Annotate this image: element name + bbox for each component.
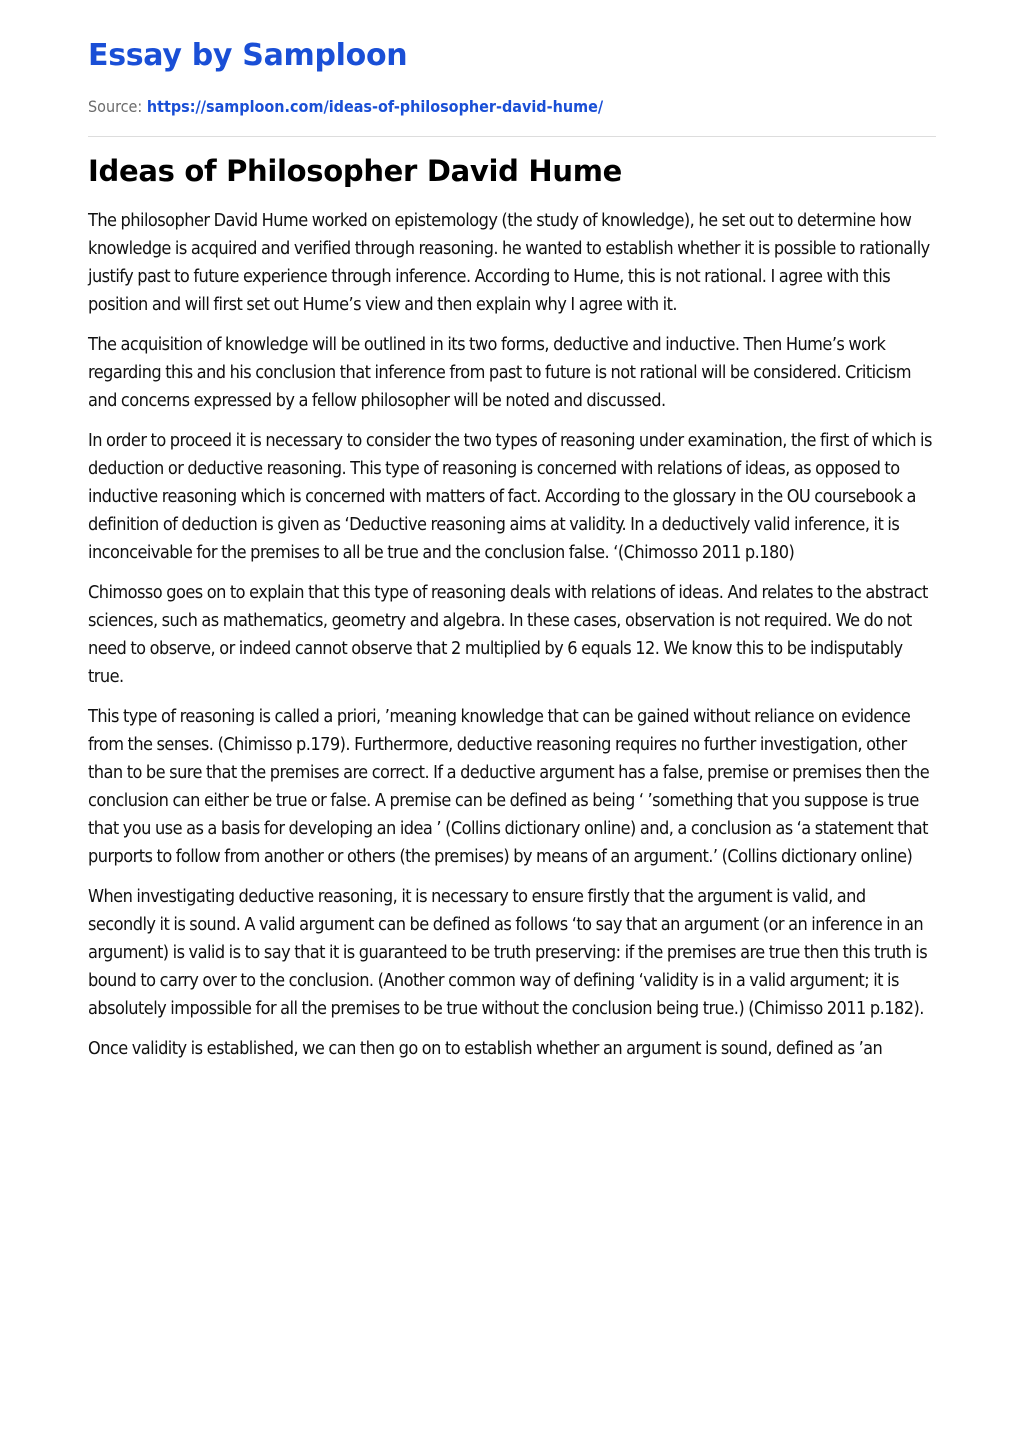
- source-line: [88, 96, 936, 118]
- header-divider: [88, 136, 936, 137]
- paragraph-5: This type of reasoning is called a priori, ’meaning knowledge that can be gained without reliance on evidence from the senses. (Chimisso p.179). Furthermore, deductive reasoning requires no further investigation, other than to be sure that the premises are correct. If a deductive argument has a false, premise or premises then the conclusion can either be true or false. A premise can be defined as being ‘ ’something that you suppose is true that you use as a basis for developing an idea ’ (Collins dictionary online) and, a conclusion as ‘a statement that purports to follow from another or others (the premises) by means of an argument.’ (Collins dictionary online): [88, 706, 930, 867]
- paragraph-7: Once validity is established, we can then go on to establish whether an argument is sound, defined as ’an: [88, 1038, 883, 1059]
- paragraph-2: The acquisition of knowledge will be outlined in its two forms, deductive and inductive. Then Hume’s work regarding this and his conclusion that inference from past to future is not rational will be considered. Criticism and concerns expressed by a fellow philosopher will be noted and discussed.: [88, 334, 912, 411]
- article-title: Ideas of Philosopher David Hume: [88, 154, 622, 188]
- paragraph-4: Chimosso goes on to explain that this type of reasoning deals with relations of ideas. And relates to the abstract sciences, such as mathematics, geometry and algebra. In these cases, observation is not required. We do not need to observe, or indeed cannot observe that 2 multiplied by 6 equals 12. We know this to be indisputably true.: [88, 582, 928, 687]
- paragraph-1: The philosopher David Hume worked on epistemology (the study of knowledge), he set out to determine how knowledge is acquired and verified through reasoning. he wanted to establish whether it is possible to rationally justify past to future experience through inference. According to Hume, this is not rational. I agree with this position and will first set out Hume’s view and then explain why I agree with it.: [88, 210, 930, 315]
- source-label: Source:: [88, 97, 143, 116]
- paragraph-6: When investigating deductive reasoning, it is necessary to ensure firstly that the argument is valid, and secondly it is sound. A valid argument can be defined as follows ‘to say that an argument (or an inference in an argument) is valid is to say that it is guaranteed to be truth preserving: if the premises are true then this truth is bound to carry over to the conclusion. (Another common way of defining ‘validity is in a valid argument; it is absolutely impossible for all the premises to be true without the conclusion being true.) (Chimisso 2011 p.182).: [88, 886, 928, 1019]
- source-link[interactable]: https://samploon.com/ideas-of-philosopher-david-hume/: [146, 97, 604, 116]
- site-brand: Essay by Samploon: [88, 38, 408, 73]
- article-body: [88, 207, 936, 1063]
- paragraph-3: In order to proceed it is necessary to consider the two types of reasoning under examination, the first of which is deduction or deductive reasoning. This type of reasoning is concerned with relations of ideas, as opposed to inductive reasoning which is concerned with matters of fact. According to the glossary in the OU coursebook a definition of deduction is given as ‘Deductive reasoning aims at validity. In a deductively valid inference, it is inconceivable for the premises to all be true and the conclusion false. ‘(Chimosso 2011 p.180): [88, 430, 932, 563]
